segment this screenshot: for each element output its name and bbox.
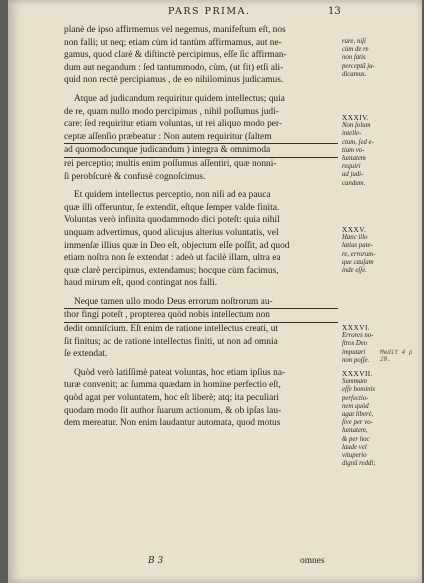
text-line: planè de ipso affirmemus vel negemus, manifeſtum eſt, nos	[64, 25, 286, 35]
main-text	[64, 24, 338, 430]
text-line: dedit omniſcium. Eſt enim de ratione intellectus creati, ut	[64, 324, 278, 335]
margin-line: Summam	[342, 378, 367, 386]
margin-line: Hanc illo	[342, 234, 368, 242]
text-line: Et quidem intellectus perceptio, non niſi ad ea pauca	[74, 190, 271, 201]
margin-line: nem quòd	[342, 402, 369, 410]
margin-line: inde eſſe.	[342, 267, 367, 275]
text-line: ſi perobſcurè & confusè cognoſcimus.	[64, 171, 206, 182]
underlined-line: thor fingi poteſt , propterea quòd nobis intellectum non	[64, 309, 338, 323]
handwritten-annotation: Medit 4 p 29.	[380, 349, 413, 363]
text-line: unquam advertimus, quod alicujus alterius voluntatis, vel	[64, 227, 279, 238]
margin-line: latius pate-	[342, 242, 373, 250]
text-line: de re, quam nullo modo percipimus , nihil poſſumus judi-	[64, 106, 279, 117]
paragraph-5	[64, 367, 338, 430]
margin-line: ſive per vo-	[342, 419, 373, 427]
paragraph-4	[64, 296, 338, 361]
margin-line: Non ſolum	[342, 122, 371, 130]
page-number: 13	[328, 6, 341, 17]
text-line: quæ illi offeruntur, ſe extendit, eſtque ſemper valde finita.	[64, 202, 280, 213]
signature-mark: B 3	[148, 556, 164, 566]
text-line: Atque ad judicandum requiritur quidem intellectus; quia	[74, 93, 285, 104]
text-line: ſit finitus; ac de ratione intellectus finiti, ut non ad omnia	[64, 336, 278, 347]
text-line: dum aut negandum : ſed tantummodo, cùm, (ut fit) etſi ali-	[64, 62, 284, 73]
text-line: ſe extendat.	[64, 349, 108, 360]
text-line: dem mereatur. Non enim laudantur automata, quod motus	[64, 418, 281, 429]
margin-line: luntatem,	[342, 427, 368, 435]
text-line: quodam modo ſit author ſuarum actionum, & ob ipſas lau-	[64, 405, 282, 416]
margin-line: non poſſe.	[342, 356, 370, 364]
catchword: omnes	[300, 556, 325, 566]
margin-line: Errores no-	[342, 332, 374, 340]
section-number: XXXV.	[342, 225, 367, 234]
margin-line: ctum, ſed e-	[342, 138, 374, 146]
margin-line: non ſatis	[342, 54, 366, 62]
text-line: Quòd verò latiſſimè pateat voluntas, hoc etiam ipſius na-	[74, 367, 286, 378]
margin-line: ſtros Deo	[342, 340, 368, 348]
paragraph-2	[64, 93, 338, 183]
text-line: non falli; ut neq; etiam cùm id tantùm affirmamus, aut ne-	[64, 37, 282, 48]
paragraph-1	[64, 24, 338, 87]
page-header	[8, 6, 422, 20]
margin-line: imputari	[342, 348, 366, 356]
margin-line: que cauſam	[342, 258, 374, 266]
margin-line: & per hoc	[342, 435, 370, 443]
margin-line: vituperio	[342, 452, 367, 460]
underlined-line: ceptæ aſſenſio præbeatur : Non autem requiritur (ſaltem	[64, 131, 338, 145]
margin-line: luntatem	[342, 155, 366, 163]
margin-line: perceptâ ju-	[342, 62, 375, 70]
margin-line: intelle-	[342, 130, 362, 138]
text-line: care: ſed requiritur etiam voluntas, ut rei aliquo modo per-	[64, 119, 282, 130]
margin-line: tiam vo-	[342, 146, 365, 154]
margin-line: cùm de re	[342, 46, 369, 54]
text-line: quòd agat per voluntatem, hoc eſt liberè; atq; ita peculiari	[64, 393, 280, 404]
margin-note-5	[342, 370, 418, 468]
margin-line: eſſe hominis	[342, 386, 376, 394]
underlined-line: ad quomodocunque judicandum ) integra & omnimoda	[64, 144, 338, 158]
margin-line: re, errorum-	[342, 250, 376, 258]
text-line: quæ clarè percipimus, extendamus; hocque cùm facimus,	[64, 265, 279, 276]
paragraph-3	[64, 189, 338, 290]
margin-line: dignû reddi;	[342, 460, 376, 468]
text-line: etiam noſtra non ſe extendat : adeò ut facilè illam, ultra ea	[64, 253, 281, 264]
text-line: Voluntas verò infinita quodammodo dici poteſt: quia nihil	[64, 215, 280, 226]
margin-line: dicamus.	[342, 70, 367, 78]
text-line: haud mirum eſt, quod contingat nos falli.	[64, 278, 218, 289]
text-line: quid non rectè percipiamus , de eo nihilominus judicamus.	[64, 75, 284, 86]
margin-note-2	[342, 114, 418, 188]
margin-line: laude vel	[342, 443, 367, 451]
page-footer	[8, 556, 422, 570]
margin-note-1	[342, 38, 418, 79]
margin-line: agat liberè,	[342, 411, 374, 419]
text-line: turæ convenit; ac ſumma quædam in homine perfectio eſt,	[64, 380, 281, 391]
running-head: PARS PRIMA.	[168, 6, 251, 17]
section-number: XXXVI.	[342, 323, 371, 332]
margin-line: candum.	[342, 179, 366, 187]
margin-line: ad judi-	[342, 171, 364, 179]
book-page	[8, 0, 422, 583]
text-line: immenſæ illius quæ in Deo eſt, objectum eſſe poſſit, ad quod	[64, 240, 290, 251]
margin-note-3	[342, 226, 418, 275]
section-number: XXXIV.	[342, 113, 370, 122]
margin-line: requiri	[342, 163, 361, 171]
margin-line: rare, niſi	[342, 38, 366, 45]
text-line: gamus, quod clarè & diſtinctè percipimus, eſſe ſic affirman-	[64, 50, 287, 61]
text-line: rei perceptio; multis enim poſſumus aſſentiri, quæ nonni-	[64, 158, 277, 169]
section-number: XXXVII.	[342, 369, 373, 378]
margin-line: perfectio-	[342, 394, 369, 402]
underlined-line: Neque tamen ullo modo Deus errorum noſtrorum au-	[64, 296, 338, 310]
